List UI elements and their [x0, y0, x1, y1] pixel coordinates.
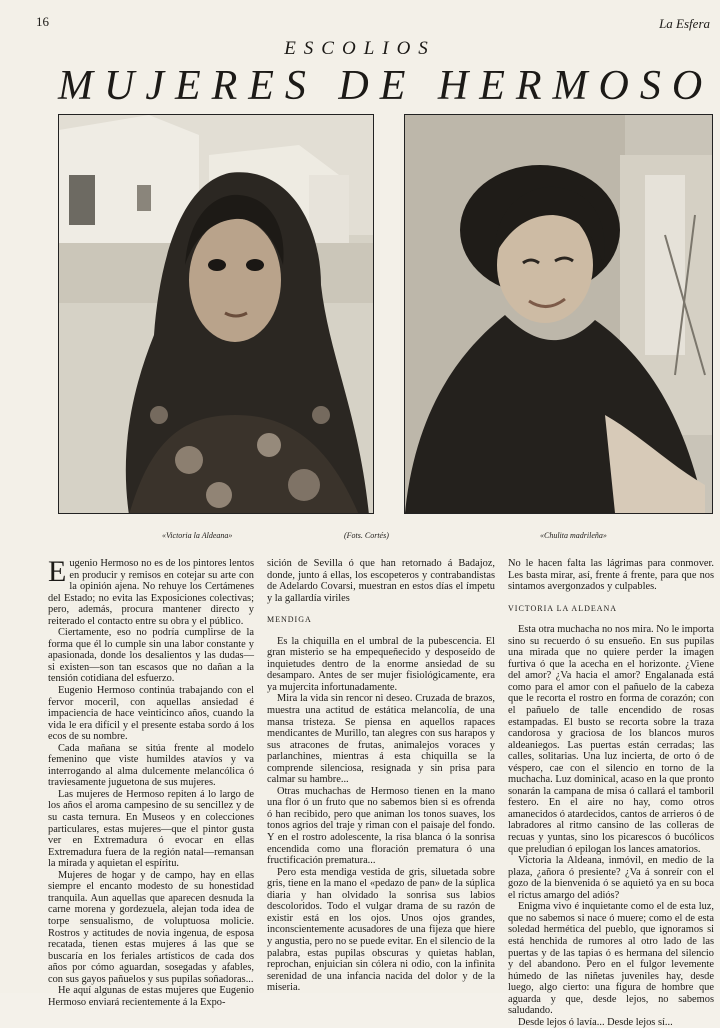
- paragraph: Enigma vivo é inquietante como el de esta luz, que no sabemos si nace ó muere; como el de esta soledad hermética del pueblo, que ignoramos si está henchida de rumores al otro lado de las puertas y de las tapias ó es hermana del silencio y del abandono. Pero en el fulgor levemente húmedo de las niñetas juveniles hay, desde luego, algo cierto: una figura de hombre que aguarda y que, desde lejos, no sabemos saludando.: [508, 901, 714, 1017]
- paragraph: No le hacen falta las lágrimas para conmover. Les basta mirar, así, frente á frente, para que nos sintamos avergonzados y culpables.: [508, 558, 714, 593]
- paragraph: Esta otra muchacha no nos mira. No le importa sino su recuerdo ó su ensueño. En sus pupilas una mirada que no quiere perder la imagen furtiva ó que la acecha en el horizonte. ¿Viene del amor? ¿Va hacia el amor? Engalanada está como para el amor con el pañuelo de la cabeza que le recorta el rostro en forma de corazón; con el pañuelo de talle encendido de rosas estampadas. El busto se recorta sobre la traza candorosa y graciosa de los blancos muros aldeaniegos. Las puertas están cerradas; las calles, solitarias. Una luz incierta, de orto ó de véspero, cae con el silencio en torno de la muchacha. Luz dominical, acaso en la que pronto sonarán la campana de misa ó callará el tamboril festero. En el aire no hay, como otros amanecidos ó atardecidos, cantos de arrieros ó de labradores al ritmo cansino de las colleras de recuas y yuntas, sino los picarescos ó bucólicos que preludian ó epilogan los lances amatorios.: [508, 624, 714, 855]
- paragraph: Desde lejos ó lavía... Desde lejos sí...: [518, 1016, 673, 1028]
- photo-chulita-madrilena: [404, 114, 713, 514]
- page-number: 16: [36, 14, 49, 29]
- drop-cap: E: [48, 555, 67, 588]
- article-column-2: [267, 558, 495, 994]
- caption-right: «Chulita madrileña»: [540, 531, 607, 540]
- paragraph: Es la chiquilla en el umbral de la pubescencia. El gran misterio se ha empequeñecido y desposeído de inquietudes dentro de la enorme ansiedad de su desamparo. Antes de ser mujer fisiológicamente, era ya mujercita infortunadamente.: [267, 635, 495, 693]
- paragraph: Pero esta mendiga vestida de gris, siluetada sobre gris, tiene en la mano el «pedazo de pan» de la súplica diaria y han olvidado la sonrisa sus labios descoloridos. Todo el vulgar drama de su razón de existir está en los ojos. Unos ojos grandes, inconscientemente acusadores de una fijeza que hiere y angustia, pero no se puede evitar. En el silencio de la palabra, estas pupilas obscuras y quietas hablan, reprochan, enjuician sin cólera ni odio, con la infinita serenidad de una infancia nacida del dolor y de la miseria.: [267, 866, 495, 994]
- section-heading-mendiga: MENDIGA: [267, 615, 312, 625]
- paragraph: Las mujeres de Hermoso repiten á lo largo de los años el aroma campesino de su sencillez y de su casta ternura. En Museos y en colecciones particulares, estas mujeres—que el pintor gusta ver en Extremadura ó evocar en ellas Extremadura fuera de la región natal—remansan la mirada y aquietan el espíritu.: [48, 788, 254, 870]
- paragraph: Cada mañana se sitúa frente al modelo femenino que viste humildes atavíos y va interrogando al alma dulcemente melancólica ó traviesamente juguetona de sus mujeres.: [48, 742, 254, 789]
- caption-left: «Victoria la Aldeana»: [162, 531, 233, 540]
- photo-victoria-la-aldeana: [58, 114, 374, 514]
- paragraph: Eugenio Hermoso no es de los pintores lentos en producir y remisos en cotejar su arte con la opinión ajena. No rehuye los Certámenes del Estado; no evita las Exposiciones colectivas; pero, además, procura mantener directo y reiterado el contacto entre su obra y el público.: [48, 555, 254, 627]
- article-column-3: [508, 558, 714, 1028]
- paragraph: Eugenio Hermoso continúa trabajando con el fervor moceril, con aquellas ansiedad é impaciencia de hace veinticinco años, cuando la vida le era difícil y el presente estaba sordo á los ecos de su nombre.: [48, 685, 254, 743]
- section-heading-victoria: VICTORIA LA ALDEANA: [508, 603, 618, 613]
- paragraph: Mujeres de hogar y de campo, hay en ellas siempre el encanto modesto de su honestidad tranquila. Aun aquellas que aparecen desnuda la carne morena y gordezuela, alejan toda idea de torpe sensualismo, de voluptuosa molicie. Rostros y actitudes de novia ingenua, de esposa recatada, tienen estas mujeres á las que se buscaría en los feriales artísticos de cada dos años por cómo aguardan, sosegadas y afables, con sus gayos pañuelos y sus pupilas soñadoras...: [48, 869, 254, 985]
- paragraph: Otras muchachas de Hermoso tienen en la mano una flor ó un fruto que no sabemos bien si es ofrenda ó han recibido, pero que animan los tonos suaves, los tonos agrios del traje y riman con el paisaje del fondo. Y en el rostro adolescente, la risa blanca ó la sonrisa encendida como una floración prematura ó una fructificación prematura...: [267, 785, 495, 867]
- paragraph: Ciertamente, eso no podría cumplirse de la forma que él lo cumple sin una labor constante y apasionada, donde los desalientos y las dudas—si existen—son tan escasos que no dañan a la tensión cotidiana del esfuerzo.: [48, 627, 254, 685]
- paragraph: sición de Sevilla ó que han retornado á Badajoz, donde, junto á ellas, los escopeteros y contrabandistas de Adelardo Covarsi, muestran en estos días el ímpetu y la gallardía viriles: [267, 558, 495, 604]
- magazine-name: La Esfera: [659, 16, 710, 31]
- paragraph: He aquí algunas de estas mujeres que Eugenio Hermoso enviará recientemente á la Expo-: [48, 985, 254, 1008]
- photo-credit: (Fots. Cortés): [344, 531, 389, 540]
- article-title: MUJERES DE HERMOSO: [58, 63, 714, 109]
- paragraph: Victoria la Aldeana, inmóvil, en medio de la plaza, ¿añora ó presiente? ¿Va á sonreír con el gozo de la bienvenida ó se aquietó ya en su boca el rictus amargo del adiós?: [508, 855, 714, 901]
- paragraph: Mira la vida sin rencor ni deseo. Cruzada de brazos, muestra una actitud de estática melancolía, de una mansa tristeza. Se piensa en aquellos rapaces mendicantes de Murillo, tan alegres con sus harapos y sus atracones de frutas, animalejos voraces y parlanchines, mientras á esta chiquilla se la comprende silenciosa, resignada y sin prisa para calmar su hambre...: [267, 693, 495, 786]
- section-kicker: ESCOLIOS: [284, 38, 436, 59]
- article-column-1: [48, 555, 254, 1008]
